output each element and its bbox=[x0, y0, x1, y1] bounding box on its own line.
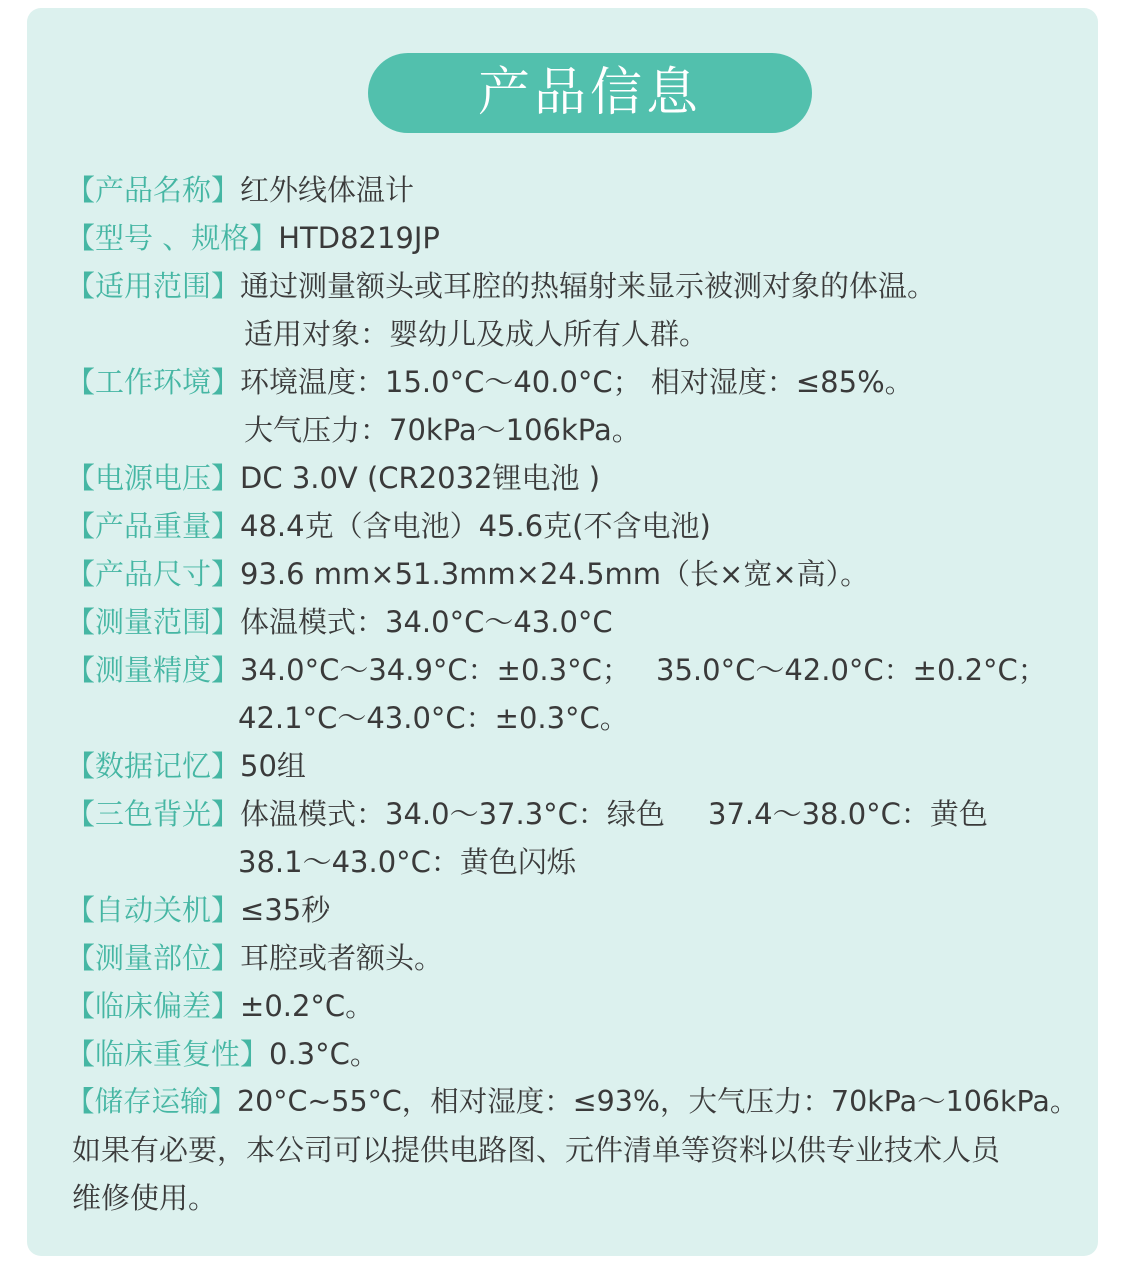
spec-label: 【电源电压】 bbox=[66, 461, 241, 495]
spec-row-memory bbox=[66, 744, 306, 788]
spec-value: 耳腔或者额头。 bbox=[240, 941, 444, 975]
spec-label: 【产品尺寸】 bbox=[66, 557, 241, 591]
spec-value: 93.6 mm×51.3mm×24.5mm（长×宽×高）。 bbox=[240, 557, 870, 591]
spec-value-secondary: 35.0°C～42.0°C：±0.2°C； bbox=[656, 653, 1047, 687]
spec-row-environment bbox=[66, 360, 914, 404]
spec-row-deviation bbox=[66, 984, 374, 1028]
spec-row-storage bbox=[66, 1080, 1078, 1124]
spec-value: 50组 bbox=[240, 749, 306, 783]
spec-label: 【型号 、规格】 bbox=[66, 221, 279, 255]
spec-value: HTD8219JP bbox=[278, 221, 440, 255]
spec-row-size bbox=[66, 552, 869, 596]
spec-value: DC 3.0V (CR2032锂电池 ) bbox=[240, 461, 601, 495]
spec-label: 【临床重复性】 bbox=[66, 1037, 270, 1071]
spec-label: 【三色背光】 bbox=[66, 797, 241, 831]
spec-continuation-backlight: 38.1～43.0°C：黄色闪烁 bbox=[238, 845, 576, 879]
footer-note-line1: 如果有必要，本公司可以提供电路图、元件清单等资料以供专业技术人员 bbox=[72, 1133, 1001, 1167]
spec-row-auto-off bbox=[66, 888, 330, 932]
spec-row-backlight bbox=[66, 792, 665, 836]
spec-row-weight bbox=[66, 504, 711, 548]
spec-row-repeatability bbox=[66, 1032, 379, 1076]
spec-row-power bbox=[66, 456, 600, 500]
spec-value: 环境温度：15.0°C～40.0°C； 相对湿度：≤85%。 bbox=[240, 365, 914, 399]
spec-value: 34.0°C～34.9°C：±0.3°C； bbox=[240, 653, 631, 687]
spec-label: 【测量部位】 bbox=[66, 941, 241, 975]
spec-label: 【产品名称】 bbox=[66, 173, 241, 207]
spec-row-model bbox=[66, 216, 440, 260]
spec-value: 48.4克（含电池）45.6克(不含电池) bbox=[240, 509, 711, 543]
spec-row-range bbox=[66, 600, 613, 644]
spec-row-site bbox=[66, 936, 443, 980]
section-title-badge: 产品信息 bbox=[368, 53, 812, 133]
spec-value-secondary: 37.4～38.0°C：黄色 bbox=[708, 797, 988, 831]
spec-value: 20°C~55°C，相对湿度：≤93%，大气压力：70kPa～106kPa。 bbox=[237, 1085, 1079, 1118]
spec-continuation-environment: 大气压力：70kPa～106kPa。 bbox=[244, 413, 641, 447]
spec-value: 红外线体温计 bbox=[240, 173, 415, 207]
spec-label: 【工作环境】 bbox=[66, 365, 241, 399]
spec-value: 体温模式：34.0～37.3°C：绿色 bbox=[240, 797, 665, 831]
spec-continuation-accuracy: 42.1°C～43.0°C：±0.3°C。 bbox=[238, 701, 629, 735]
spec-row-accuracy bbox=[66, 648, 631, 692]
spec-row-scope bbox=[66, 264, 936, 308]
spec-label: 【测量精度】 bbox=[66, 653, 241, 687]
spec-label: 【自动关机】 bbox=[66, 893, 241, 927]
spec-value: ±0.2°C。 bbox=[240, 989, 375, 1023]
spec-label: 【测量范围】 bbox=[66, 605, 241, 639]
spec-label: 【储存运输】 bbox=[66, 1085, 238, 1118]
spec-label: 【数据记忆】 bbox=[66, 749, 241, 783]
spec-value: ≤35秒 bbox=[240, 893, 331, 927]
spec-value: 通过测量额头或耳腔的热辐射来显示被测对象的体温。 bbox=[240, 269, 937, 303]
spec-value: 0.3°C。 bbox=[269, 1037, 379, 1071]
spec-row-name bbox=[66, 168, 414, 212]
spec-value: 体温模式：34.0°C～43.0°C bbox=[240, 605, 613, 639]
spec-continuation-scope: 适用对象：婴幼儿及成人所有人群。 bbox=[244, 317, 709, 351]
spec-label: 【适用范围】 bbox=[66, 269, 241, 303]
spec-label: 【临床偏差】 bbox=[66, 989, 241, 1023]
footer-note-line2: 维修使用。 bbox=[72, 1181, 218, 1215]
spec-label: 【产品重量】 bbox=[66, 509, 241, 543]
